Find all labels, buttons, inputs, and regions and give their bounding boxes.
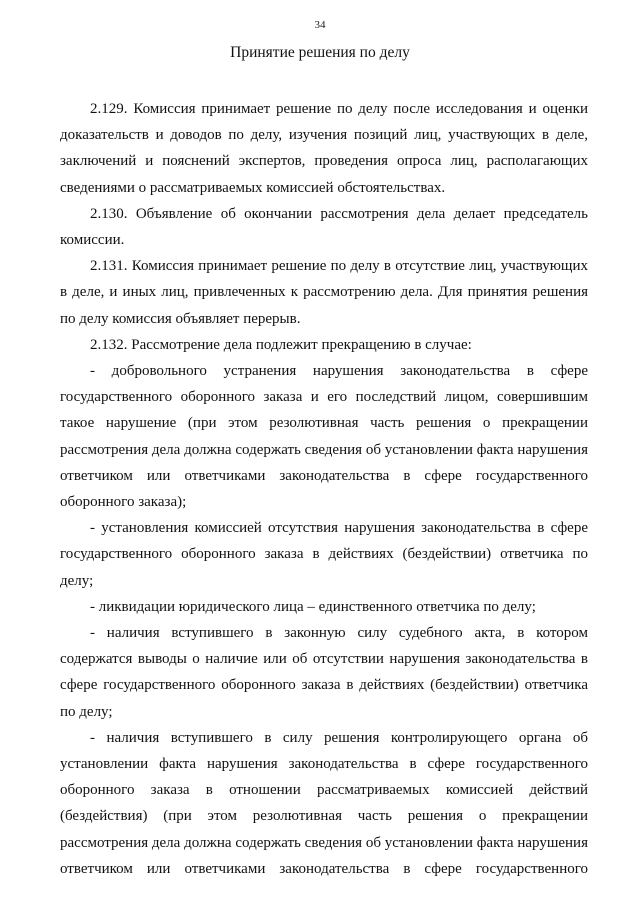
list-item-court-act: - наличия вступившего в законную силу судебного акта, в котором содержатся выводы о наличие или об отсутствии нарушения законодательства в сфере государственного оборонного заказа в действиях (бездействии) ответчика по делу; <box>60 625 588 720</box>
paragraph-2-131: 2.131. Комиссия принимает решение по делу в отсутствие лиц, участвующих в деле, и иных лиц, привлеченных к рассмотрению дела. Для принятия решения по делу комиссия объявляет перерыв. <box>60 258 588 327</box>
page-number: 34 <box>314 19 326 31</box>
paragraph-2-132: 2.132. Рассмотрение дела подлежит прекращению в случае: <box>90 336 472 353</box>
list-item-no-violation: - установления комиссией отсутствия нарушения законодательства в сфере государственного оборонного заказа в действиях (бездействии) ответчика по делу; <box>60 520 588 589</box>
paragraph-2-129: 2.129. Комиссия принимает решение по делу после исследования и оценки доказательств и доводов по делу, изучения позиций лиц, участвующих в деле, заключений и пояснений экспертов, проведения опроса лиц, располагающих сведениями о рассматриваемых комиссией обстоятельствах. <box>60 101 588 196</box>
list-item-voluntary-elimination: - добровольного устранения нарушения законодательства в сфере государственного оборонного заказа и его последствий лицом, совершившим такое нарушение (при этом резолютивная часть решения о прекращении рассмотрения дела должна содержать сведения об установлении факта нарушения ответчиком или ответчиками законодательства в сфере государственного оборонного заказа); <box>60 363 588 511</box>
list-item-liquidation: - ликвидации юридического лица – единственного ответчика по делу; <box>90 598 536 615</box>
document-body <box>60 96 588 882</box>
list-item-controlling-body-decision: - наличия вступившего в силу решения контролирующего органа об установлении факта нарушения законодательства в сфере государственного оборонного заказа в отношении рассматриваемых комиссией действий (бездействия) (при этом резолютивная часть решения о прекращении рассмотрения дела должна содержать сведения об установлении факта нарушения ответчиком или ответчиками законодательства в сфере государственного <box>60 729 588 877</box>
paragraph-2-130: 2.130. Объявление об окончании рассмотрения дела делает председатель комиссии. <box>60 205 588 249</box>
section-heading: Принятие решения по делу <box>230 44 410 61</box>
